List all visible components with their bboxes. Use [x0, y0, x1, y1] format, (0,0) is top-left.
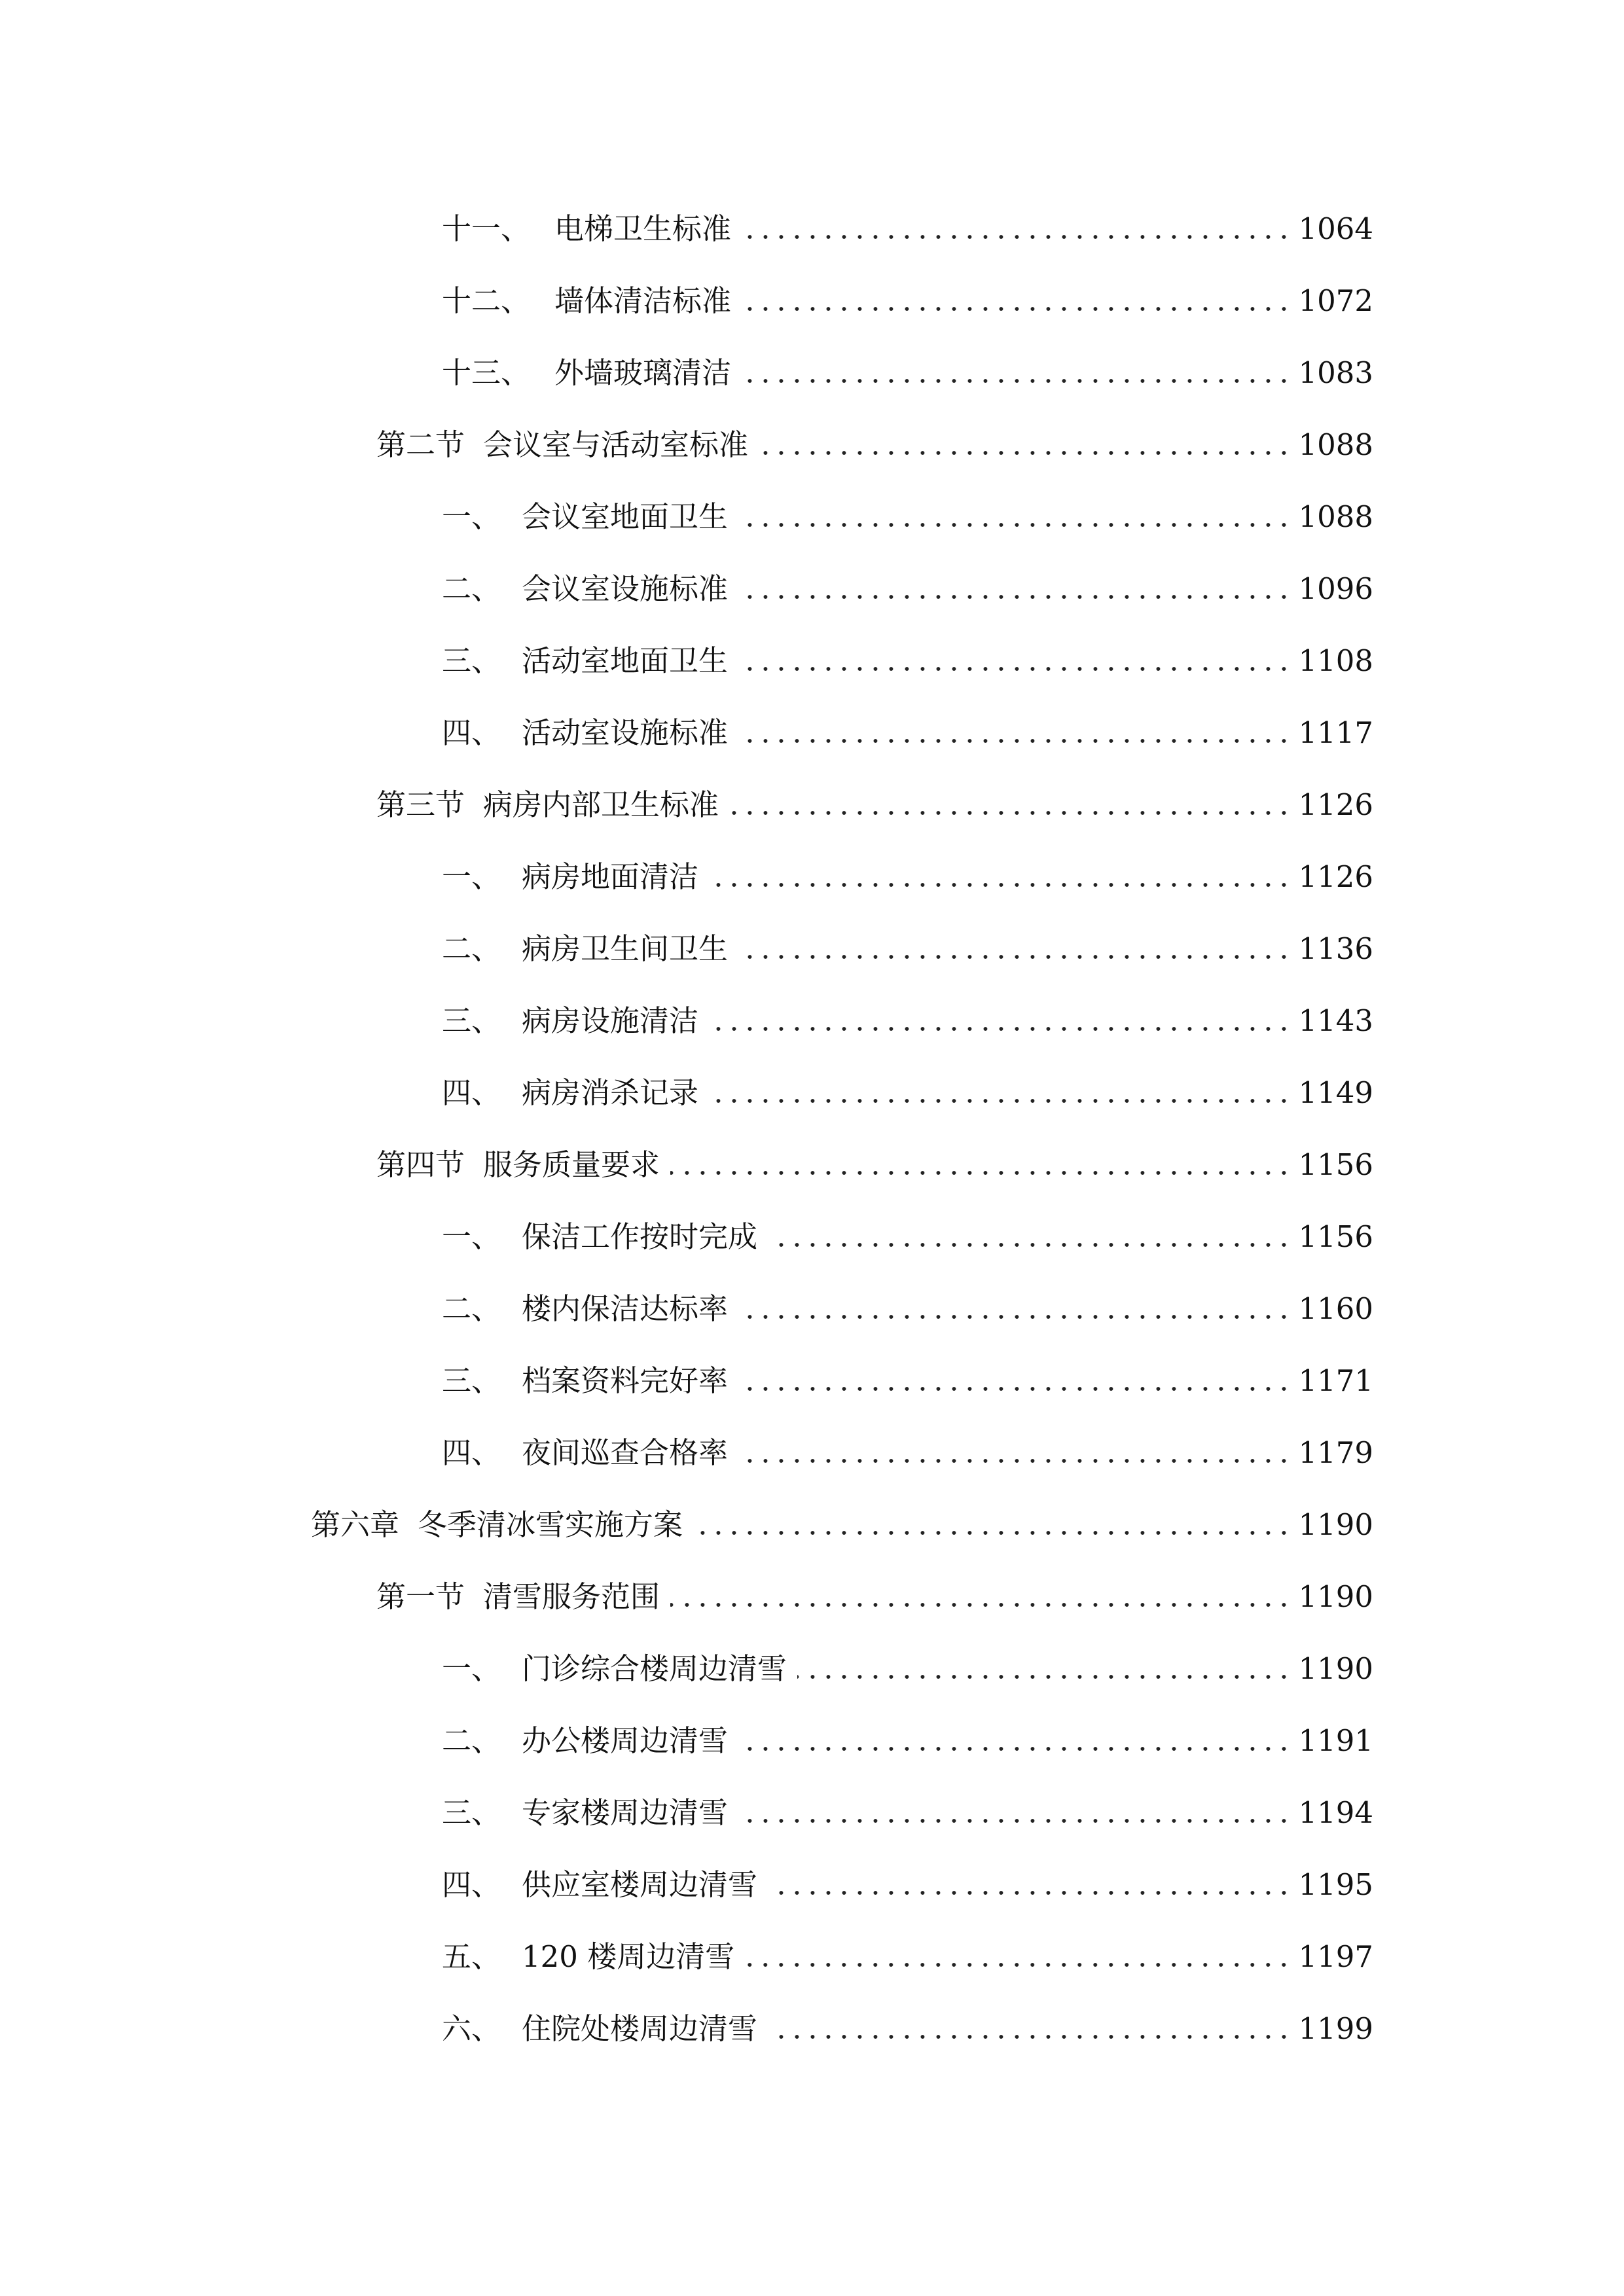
toc-entry-number: 二、: [442, 571, 501, 606]
toc-entry-number: 一、: [442, 859, 501, 894]
toc-entry[interactable]: [442, 196, 1373, 249]
toc-entry-section[interactable]: [376, 772, 1373, 825]
toc-entry-section[interactable]: [376, 1132, 1373, 1185]
dot-leader: [759, 449, 1291, 457]
toc-entry-number: 第二节: [376, 427, 465, 462]
toc-entry[interactable]: [442, 268, 1373, 321]
dot-leader: [738, 953, 1291, 961]
toc-entry-number: 三、: [442, 1363, 501, 1398]
dot-leader: [738, 1817, 1291, 1825]
toc-entry-chapter[interactable]: [311, 1492, 1373, 1545]
dot-leader: [797, 1673, 1291, 1681]
toc-entry[interactable]: [442, 1348, 1373, 1401]
toc-entry-title: 档案资料完好率: [522, 1363, 729, 1398]
dot-leader: [768, 1889, 1291, 1897]
toc-entry-number: 十一、: [442, 211, 531, 246]
toc-entry-number: 五、: [442, 1939, 501, 1974]
toc-entry-title: 门诊综合楼周边清雪: [522, 1651, 787, 1686]
toc-entry[interactable]: [442, 484, 1373, 537]
toc-entry[interactable]: [442, 1996, 1373, 2049]
dot-leader: [693, 1529, 1291, 1537]
toc-entry-title: 120 楼周边清雪: [522, 1939, 735, 1974]
toc-entry-page: 1179: [1298, 1435, 1373, 1470]
toc-entry-title: 供应室楼周边清雪: [522, 1867, 758, 1902]
toc-entry-page: 1160: [1298, 1291, 1373, 1326]
toc-entry[interactable]: [442, 1636, 1373, 1689]
toc-entry-title: 会议室地面卫生: [522, 499, 729, 534]
dot-leader: [742, 233, 1291, 241]
toc-entry-title: 病房设施清洁: [522, 1003, 699, 1038]
toc-entry-page: 1197: [1298, 1939, 1373, 1974]
toc-entry[interactable]: [442, 1060, 1373, 1113]
dot-leader: [745, 1961, 1291, 1969]
toc-entry-page: 1143: [1298, 1003, 1373, 1038]
toc-entry-title: 外墙玻璃清洁: [554, 355, 732, 390]
toc-entry-title: 夜间巡查合格率: [522, 1435, 729, 1470]
toc-entry-page: 1171: [1298, 1363, 1373, 1398]
toc-entry-page: 1190: [1298, 1507, 1373, 1542]
toc-entry-number: 三、: [442, 1003, 501, 1038]
toc-entry-number: 四、: [442, 715, 501, 750]
dot-leader: [709, 1025, 1291, 1033]
toc-entry-number: 第一节: [376, 1579, 465, 1614]
toc-entry-section[interactable]: [376, 412, 1373, 465]
toc-entry-title: 楼内保洁达标率: [522, 1291, 729, 1326]
toc-entry-number: 第六章: [311, 1507, 400, 1542]
toc-entry-title: 办公楼周边清雪: [522, 1723, 729, 1758]
toc-entry-page: 1190: [1298, 1651, 1373, 1686]
toc-entry[interactable]: [442, 1780, 1373, 1833]
toc-entry[interactable]: [442, 1924, 1373, 1977]
toc-entry[interactable]: [442, 700, 1373, 753]
dot-leader: [709, 881, 1291, 889]
toc-entry-title: 清雪服务范围: [483, 1579, 660, 1614]
dot-leader: [738, 593, 1291, 601]
dot-leader: [742, 377, 1291, 385]
dot-leader: [738, 1745, 1291, 1753]
toc-entry-number: 四、: [442, 1075, 501, 1110]
toc-entry[interactable]: [442, 1420, 1373, 1473]
toc-entry-title: 保洁工作按时完成: [522, 1219, 758, 1254]
toc-entry-page: 1064: [1298, 211, 1373, 246]
dot-leader: [738, 521, 1291, 529]
toc-entry-page: 1194: [1298, 1795, 1373, 1830]
toc-entry-number: 四、: [442, 1867, 501, 1902]
toc-entry-number: 一、: [442, 1651, 501, 1686]
toc-entry-number: 二、: [442, 1291, 501, 1326]
toc-entry-number: 三、: [442, 643, 501, 678]
toc-entry[interactable]: [442, 1276, 1373, 1329]
toc-entry-number: 四、: [442, 1435, 501, 1470]
toc-entry-title: 电梯卫生标准: [554, 211, 732, 246]
toc-entry-page: 1149: [1298, 1075, 1373, 1110]
toc-entry-title: 服务质量要求: [483, 1147, 660, 1182]
toc-entry-page: 1117: [1298, 715, 1373, 750]
toc-entry[interactable]: [442, 1708, 1373, 1761]
toc-entry-number: 六、: [442, 2011, 501, 2046]
dot-leader: [729, 809, 1291, 817]
toc-entry-title: 墙体清洁标准: [554, 283, 732, 318]
dot-leader: [738, 737, 1291, 745]
dot-leader: [768, 2033, 1291, 2041]
dot-leader: [742, 305, 1291, 313]
toc-entry-page: 1136: [1298, 931, 1373, 966]
toc-entry-number: 二、: [442, 931, 501, 966]
toc-entry-title: 活动室地面卫生: [522, 643, 729, 678]
toc-entry-title: 冬季清冰雪实施方案: [418, 1507, 683, 1542]
toc-entry-page: 1126: [1298, 859, 1373, 894]
toc-entry-page: 1191: [1298, 1723, 1373, 1758]
dot-leader: [709, 1097, 1291, 1105]
toc-entry-title: 病房内部卫生标准: [483, 787, 719, 822]
toc-entry[interactable]: [442, 916, 1373, 969]
toc-entry-number: 十二、: [442, 283, 531, 318]
toc-entry-page: 1083: [1298, 355, 1373, 390]
toc-entry-page: 1072: [1298, 283, 1373, 318]
toc-entry-number: 一、: [442, 499, 501, 534]
toc-entry-page: 1156: [1298, 1147, 1373, 1182]
toc-entry-title: 病房消杀记录: [522, 1075, 699, 1110]
dot-leader: [670, 1169, 1291, 1177]
toc-entry-page: 1126: [1298, 787, 1373, 822]
dot-leader: [738, 1385, 1291, 1393]
toc-entry-title: 会议室与活动室标准: [483, 427, 749, 462]
dot-leader: [738, 665, 1291, 673]
toc-entry[interactable]: [442, 1204, 1373, 1257]
toc-entry-number: 二、: [442, 1723, 501, 1758]
toc-entry-title: 活动室设施标准: [522, 715, 729, 750]
toc-entry[interactable]: [442, 628, 1373, 681]
dot-leader: [768, 1241, 1291, 1249]
dot-leader: [738, 1457, 1291, 1465]
toc-entry-page: 1190: [1298, 1579, 1373, 1614]
toc-entry-page: 1195: [1298, 1867, 1373, 1902]
toc-entry[interactable]: [442, 1852, 1373, 1905]
toc-entry-number: 一、: [442, 1219, 501, 1254]
toc-entry-page: 1096: [1298, 571, 1373, 606]
toc-entry-number: 第三节: [376, 787, 465, 822]
toc-entry-page: 1088: [1298, 499, 1373, 534]
toc-entry[interactable]: [442, 340, 1373, 393]
toc-entry-title: 病房地面清洁: [522, 859, 699, 894]
toc-entry-number: 三、: [442, 1795, 501, 1830]
toc-entry-title: 会议室设施标准: [522, 571, 729, 606]
toc-entry-page: 1108: [1298, 643, 1373, 678]
toc-entry-title: 专家楼周边清雪: [522, 1795, 729, 1830]
toc-entry-section[interactable]: [376, 1564, 1373, 1617]
toc-entry-page: 1088: [1298, 427, 1373, 462]
toc-entry-page: 1199: [1298, 2011, 1373, 2046]
toc-entry[interactable]: [442, 556, 1373, 609]
dot-leader: [670, 1601, 1291, 1609]
toc-entry-page: 1156: [1298, 1219, 1373, 1254]
toc-entry-number: 第四节: [376, 1147, 465, 1182]
toc-entry[interactable]: [442, 844, 1373, 897]
toc-entry-number: 十三、: [442, 355, 531, 390]
toc-entry-title: 病房卫生间卫生: [522, 931, 729, 966]
toc-entry-title: 住院处楼周边清雪: [522, 2011, 758, 2046]
toc-entry[interactable]: [442, 988, 1373, 1041]
dot-leader: [738, 1313, 1291, 1321]
